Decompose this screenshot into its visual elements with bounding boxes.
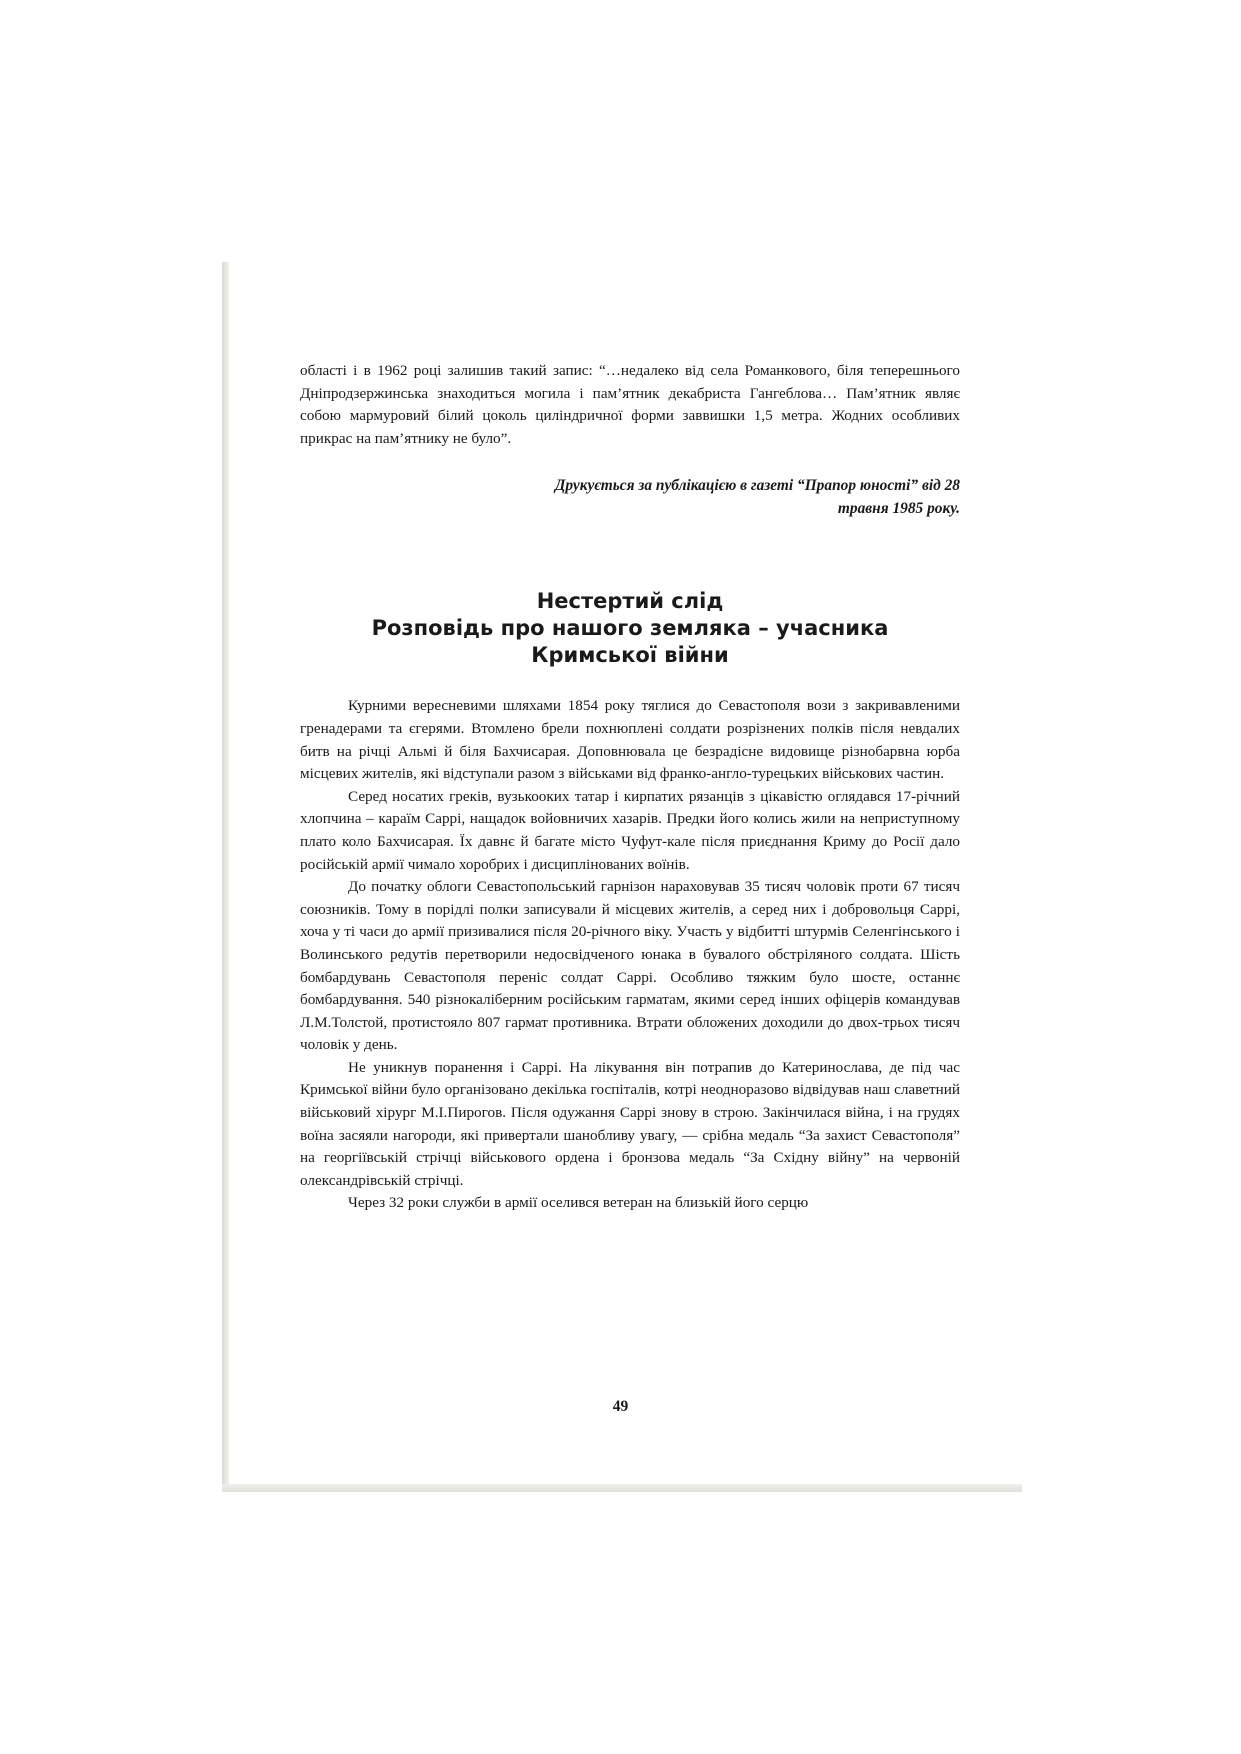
paragraph: До початку облоги Севастопольський гарнізон нараховував 35 тисяч чоловік проти 67 тисяч союзників. Тому в порідлі полки записували й місцевих жителів, а серед них і добровольця Саррі, хоча у ті часи до армії призивалися після 20-річного віку. Участь у відбитті штурмів Селенгінського і Волинського редутів перетворили недосвідченого юнака в бувалого обстріляного солдата. Шість бомбардувань Севастополя переніс солдат Саррі. Особливо тяжким було шосте, останнє бомбардування. 540 різнокаліберним російським гарматам, якими серед інших офіцерів командував Л.М.Толстой, протистояло 807 гармат противника. Втрати обложених доходили до двох-трьох тисяч чоловік у день. [300, 878, 960, 1054]
article-subtitle-line-1: Розповідь про нашого земляка – учасника [371, 616, 889, 641]
paragraph: Серед носатих греків, вузькооких татар і кирпатих рязанців з цікавістю оглядався 17-річний хлопчина – караїм Саррі, нащадок войовничих хазарів. Предки його колись жили на неприступному плато коло Бахчисарая. Їх давнє й багате місто Чуфут-кале після приєднання Криму до Росії дало російській армії чимало хоробрих і дисциплінованих воїнів. [300, 787, 960, 873]
intro-paragraph: області і в 1962 році залишив такий запис: “…недалеко від села Романкового, біля теперешнього Дніпродзержинська знаходиться могила і пам’ятник декабриста Гангеблова… Пам’ятник являє собою мармуровий білий цоколь циліндричної форми заввишки 1,5 метра. Жодних особливих прикрас на пам’ятнику не було”. [300, 362, 960, 447]
paragraph: Курними вересневими шляхами 1854 року тяглися до Севастополя вози з закривавленими гренадерами та єгерями. Втомлено брели похнюплені солдати розрізнених полків після невдалих битв на річці Альмі й біля Бахчисарая. Доповнювала це безрадісне видовище різнобарвна юрба місцевих жителів, які відступали разом з військами від франко-англо-турецьких військових частин. [300, 697, 960, 783]
scan-edge-left [222, 262, 229, 1490]
article-subtitle-line-2: Кримської війни [531, 643, 729, 668]
paragraph: Через 32 роки служби в армії оселився ветеран на близькій його серцю [348, 1194, 809, 1212]
page-number: 49 [612, 1398, 629, 1415]
source-note-line-1: Друкується за публікацією в газеті “Прапор юності” від 28 [554, 477, 960, 495]
scan-edge-bottom [222, 1484, 1022, 1492]
source-note [300, 474, 960, 520]
page-content [300, 360, 960, 1215]
article-heading [300, 588, 960, 669]
paragraph: Не уникнув поранення і Саррі. На лікування він потрапив до Катеринослава, де під час Кримської війни було організовано декілька госпіталів, котрі неодноразово відвідував наш славетний військовий хірург М.І.Пирогов. Після одужання Саррі знову в строю. Закінчилася війна, і на грудях воїна засяяли нагороди, які привертали шанобливу увагу, — срібна медаль “За захист Севастополя” на георгіївській стрічці військового ордена і бронзова медаль “За Східну війну” на червоній олександрівській стрічці. [300, 1058, 960, 1189]
article-title: Нестертий слід [536, 589, 724, 614]
source-note-line-2: травня 1985 року. [837, 500, 960, 518]
